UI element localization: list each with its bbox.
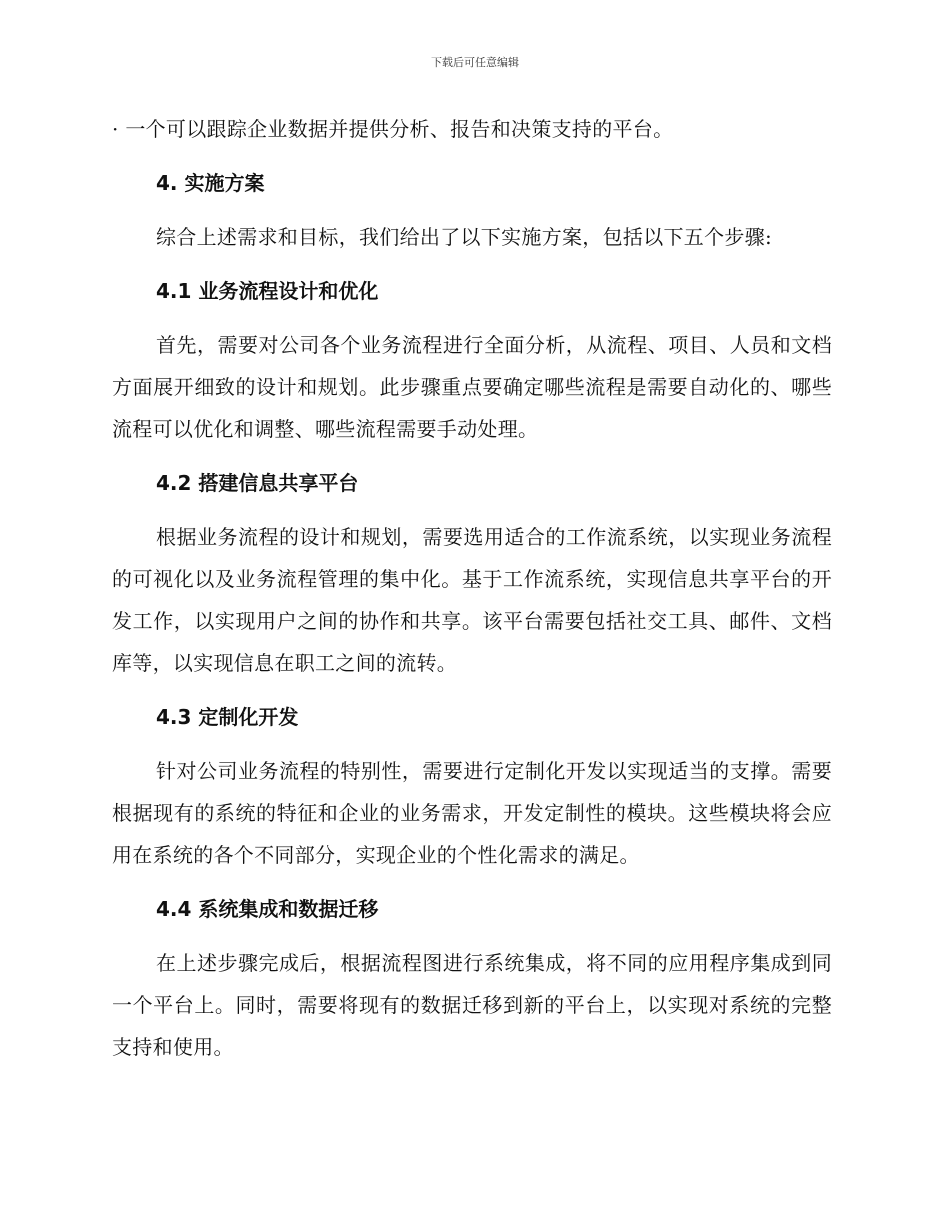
section-4-3-body: 针对公司业务流程的特别性，需要进行定制化开发以实现适当的支撑。需要根据现有的系统的特征和企业的业务需求，开发定制性的模块。这些模块将会应用在系统的各个不同部分，实现企业的个性化需求的满足。 bbox=[112, 759, 832, 867]
section-heading-4-3: 4.3 定制化开发 bbox=[156, 705, 299, 729]
section-4-intro: 综合上述需求和目标，我们给出了以下实施方案，包括以下五个步骤: bbox=[156, 225, 773, 249]
document-body bbox=[112, 108, 832, 1080]
section-4-1-body: 首先，需要对公司各个业务流程进行全面分析，从流程、项目、人员和文档方面展开细致的设计和规划。此步骤重点要确定哪些流程是需要自动化的、哪些流程可以优化和调整、哪些流程需要手动处理。 bbox=[112, 333, 832, 441]
page-header: 下载后可任意编辑 bbox=[431, 56, 519, 69]
section-4-2-body: 根据业务流程的设计和规划，需要选用适合的工作流系统，以实现业务流程的可视化以及业务流程管理的集中化。基于工作流系统，实现信息共享平台的开发工作，以实现用户之间的协作和共享。该平台需要包括社交工具、邮件、文档库等，以实现信息在职工之间的流转。 bbox=[112, 525, 832, 675]
section-heading-4: 4. 实施方案 bbox=[156, 171, 265, 195]
section-heading-4-4: 4.4 系统集成和数据迁移 bbox=[156, 897, 379, 921]
section-heading-4-1: 4.1 业务流程设计和优化 bbox=[156, 279, 379, 303]
bullet-item: · 一个可以跟踪企业数据并提供分析、报告和决策支持的平台。 bbox=[112, 117, 674, 141]
section-heading-4-2: 4.2 搭建信息共享平台 bbox=[156, 471, 359, 495]
section-4-4-body: 在上述步骤完成后，根据流程图进行系统集成，将不同的应用程序集成到同一个平台上。同时，需要将现有的数据迁移到新的平台上，以实现对系统的完整支持和使用。 bbox=[112, 951, 832, 1059]
